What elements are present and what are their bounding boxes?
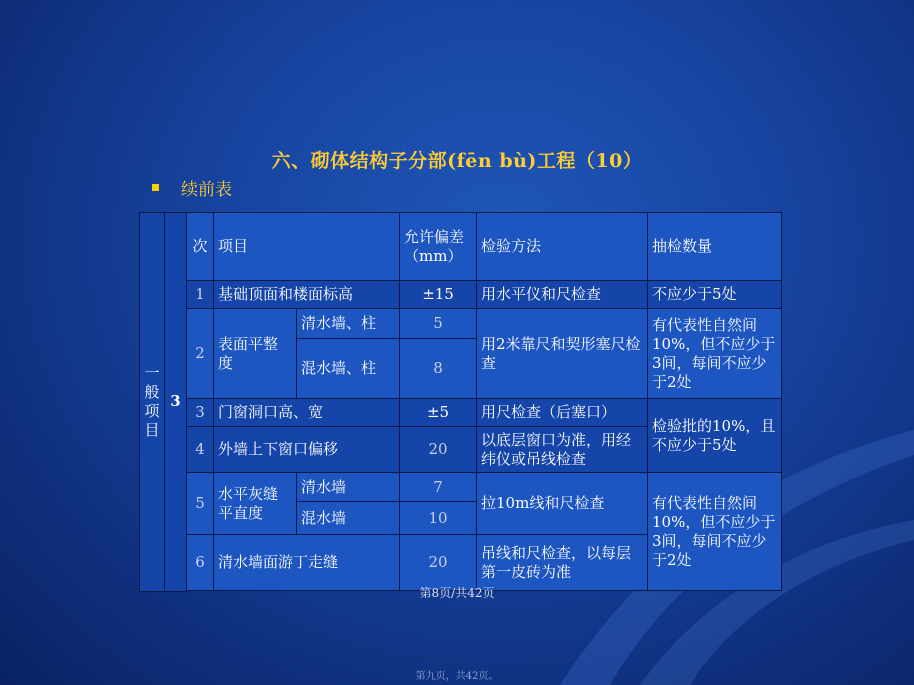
header-index: 次 [187, 213, 214, 281]
row-sampling: 不应少于5处 [648, 281, 782, 309]
row-method: 拉10m线和尺检查 [477, 473, 648, 535]
page-indicator: 第8页/共42页 [419, 586, 495, 600]
row-index: 5 [187, 473, 214, 535]
row-sampling: 有代表性自然间10%，但不应少于3间，每间不应少于2处 [648, 473, 782, 591]
row-sampling: 检验批的10%，且不应少于5处 [648, 399, 782, 473]
row-method: 用尺检查（后塞口） [477, 399, 648, 427]
group-number: 3 [165, 213, 187, 592]
row-item: 清水墙面游丁走缝 [214, 535, 400, 591]
row-method: 用水平仪和尺检查 [477, 281, 648, 309]
bullet-item [152, 175, 232, 200]
bullet-square-icon [152, 184, 159, 191]
header-tolerance: 允许偏差（mm） [400, 213, 477, 281]
bottom-note: 第九页，共42页。 [415, 671, 499, 682]
side-label: 一般项目 [144, 363, 160, 439]
row-item: 表面平整度 [214, 309, 297, 399]
row-subitem: 清水墙、柱 [297, 309, 400, 339]
inspection-table [139, 212, 782, 592]
row-item: 水平灰缝平直度 [214, 473, 297, 535]
row-method: 用2米靠尺和契形塞尺检查 [477, 309, 648, 399]
row-item: 门窗洞口高、宽 [214, 399, 400, 427]
row-index: 4 [187, 427, 214, 473]
row-tolerance: 5 [400, 309, 477, 339]
row-subitem: 混水墙 [297, 502, 400, 535]
row-item: 外墙上下窗口偏移 [214, 427, 400, 473]
header-method: 检验方法 [477, 213, 648, 281]
table-row [140, 399, 782, 427]
row-subitem: 清水墙 [297, 473, 400, 502]
row-subitem: 混水墙、柱 [297, 339, 400, 399]
row-item: 基础顶面和楼面标高 [214, 281, 400, 309]
table-row [140, 473, 782, 502]
row-index: 2 [187, 309, 214, 399]
row-tolerance: 20 [400, 427, 477, 473]
row-tolerance: 20 [400, 535, 477, 591]
row-index: 6 [187, 535, 214, 591]
row-tolerance: 7 [400, 473, 477, 502]
row-method: 吊线和尺检查，以每层第一皮砖为准 [477, 535, 648, 591]
row-tolerance: ±15 [400, 281, 477, 309]
row-index: 1 [187, 281, 214, 309]
table-row [140, 309, 782, 339]
row-index: 3 [187, 399, 214, 427]
row-sampling: 有代表性自然间10%，但不应少于3间，每间不应少于2处 [648, 309, 782, 399]
row-tolerance: 10 [400, 502, 477, 535]
bullet-text: 续前表 [181, 180, 232, 200]
header-sampling: 抽检数量 [648, 213, 782, 281]
row-tolerance: ±5 [400, 399, 477, 427]
row-method: 以底层窗口为准，用经纬仪或吊线检查 [477, 427, 648, 473]
table-row [140, 281, 782, 309]
header-item: 项目 [214, 213, 400, 281]
row-tolerance: 8 [400, 339, 477, 399]
slide-title: 六、砌体结构子分部(fēn bù)工程（10） [271, 150, 643, 172]
side-label-cell [140, 213, 165, 592]
